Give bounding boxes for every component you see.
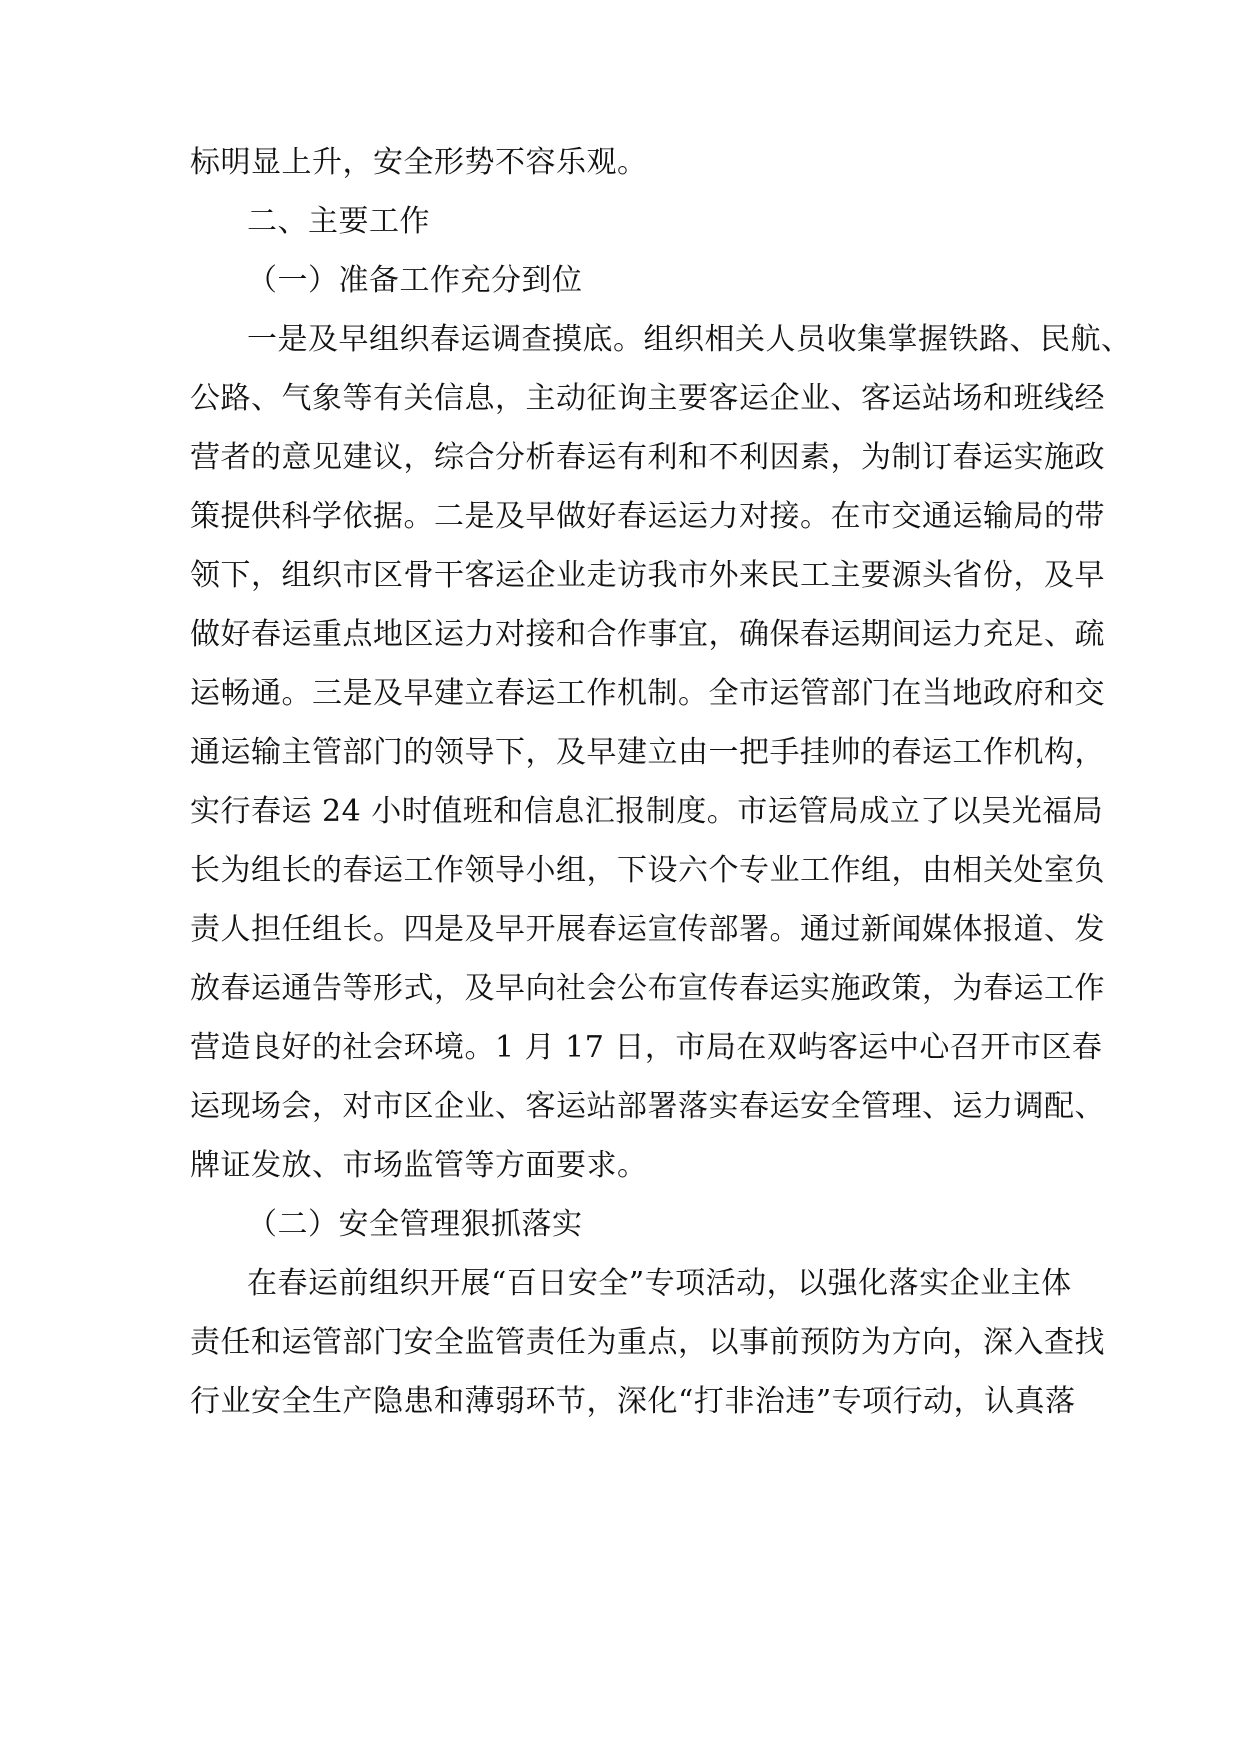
paragraph-line: 责人担任组长。四是及早开展春运宣传部署。通过新闻媒体报道、发 — [190, 912, 1105, 947]
paragraph-line: 通运输主管部门的领导下，及早建立由一把手挂帅的春运工作机构， — [190, 735, 1105, 770]
paragraph-line: 公路、气象等有关信息，主动征询主要客运企业、客运站场和班线经 — [190, 381, 1105, 416]
paragraph-line: 行业安全生产隐患和薄弱环节，深化“打非治违”专项行动，认真落 — [190, 1384, 1076, 1419]
paragraph-line: 一是及早组织春运调查摸底。组织相关人员收集掌握铁路、民航、 — [247, 322, 1132, 357]
subsection-heading: （一）准备工作充分到位 — [247, 263, 583, 298]
paragraph-line: 营者的意见建议，综合分析春运有利和不利因素，为制订春运实施政 — [190, 440, 1105, 475]
paragraph-line: 牌证发放、市场监管等方面要求。 — [190, 1148, 648, 1183]
paragraph-line: 实行春运 24 小时值班和信息汇报制度。市运管局成立了以吴光福局 — [190, 794, 1104, 829]
paragraph-line: 营造良好的社会环境。1 月 17 日，市局在双屿客运中心召开市区春 — [190, 1030, 1103, 1065]
paragraph-line: 领下，组织市区骨干客运企业走访我市外来民工主要源头省份，及早 — [190, 558, 1105, 593]
paragraph-line: 做好春运重点地区运力对接和合作事宜，确保春运期间运力充足、疏 — [190, 617, 1105, 652]
paragraph-line: 标明显上升，安全形势不容乐观。 — [190, 145, 648, 180]
paragraph-line: 策提供科学依据。二是及早做好春运运力对接。在市交通运输局的带 — [190, 499, 1105, 534]
subsection-heading: （二）安全管理狠抓落实 — [247, 1207, 583, 1242]
paragraph-line: 责任和运管部门安全监管责任为重点，以事前预防为方向，深入查找 — [190, 1325, 1105, 1360]
paragraph-line: 在春运前组织开展“百日安全”专项活动，以强化落实企业主体 — [247, 1266, 1072, 1301]
section-heading: 二、主要工作 — [247, 204, 430, 239]
paragraph-line: 运现场会，对市区企业、客运站部署落实春运安全管理、运力调配、 — [190, 1089, 1105, 1124]
paragraph-line: 长为组长的春运工作领导小组，下设六个专业工作组，由相关处室负 — [190, 853, 1105, 888]
paragraph-line: 运畅通。三是及早建立春运工作机制。全市运管部门在当地政府和交 — [190, 676, 1105, 711]
paragraph-line: 放春运通告等形式，及早向社会公布宣传春运实施政策，为春运工作 — [190, 971, 1105, 1006]
